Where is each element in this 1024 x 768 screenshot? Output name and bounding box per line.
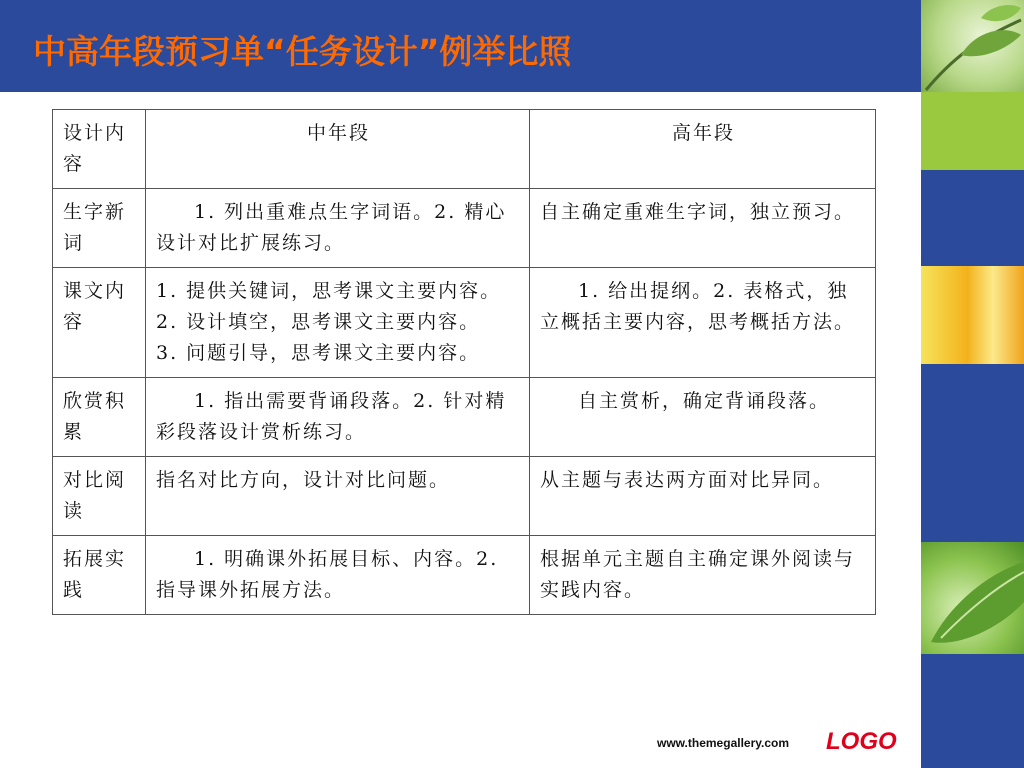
list-item: 3. 问题引导，思考课文主要内容。	[156, 342, 481, 364]
table-row	[53, 536, 876, 615]
table-row	[53, 457, 876, 536]
middle-cell: 1. 明确课外拓展目标、内容。2. 指导课外拓展方法。	[146, 536, 530, 615]
header-cell: 中年段	[146, 110, 530, 189]
row-label: 拓展实践	[53, 536, 146, 615]
header-cell: 设计内容	[53, 110, 146, 189]
table-row	[53, 189, 876, 268]
blue-block-3	[921, 654, 1024, 768]
header-cell: 高年段	[530, 110, 876, 189]
blue-block	[921, 170, 1024, 266]
leaf-icon	[921, 0, 1024, 92]
slide-title: 中高年段预习单“任务设计”例举比照	[33, 32, 572, 71]
middle-cell: 1. 列出重难点生字词语。2. 精心设计对比扩展练习。	[146, 189, 530, 268]
table-row	[53, 268, 876, 378]
upper-cell: 根据单元主题自主确定课外阅读与实践内容。	[530, 536, 876, 615]
upper-cell: 自主赏析，确定背诵段落。	[530, 378, 876, 457]
row-label: 对比阅读	[53, 457, 146, 536]
blue-block-2	[921, 364, 1024, 542]
middle-cell: 指名对比方向，设计对比问题。	[146, 457, 530, 536]
upper-cell: 自主确定重难生字词，独立预习。	[530, 189, 876, 268]
leaf-photo-top	[921, 0, 1024, 92]
leaf-icon-2	[921, 542, 1024, 654]
green-block	[921, 92, 1024, 170]
row-label: 生字新词	[53, 189, 146, 268]
middle-cell: 1. 指出需要背诵段落。2. 针对精彩段落设计赏析练习。	[146, 378, 530, 457]
list-item: 2. 设计填空，思考课文主要内容。	[156, 311, 481, 333]
list-item: 1. 提供关键词，思考课文主要内容。	[156, 280, 502, 302]
upper-cell: 1. 给出提纲。2. 表格式，独立概括主要内容，思考概括方法。	[530, 268, 876, 378]
title-bar	[0, 0, 921, 92]
website-link[interactable]: www.themegallery.com	[657, 736, 790, 750]
middle-cell	[146, 268, 530, 378]
row-label: 欣赏积累	[53, 378, 146, 457]
leaf-photo-bottom	[921, 542, 1024, 654]
logo: LOGO	[826, 728, 897, 755]
table-row	[53, 378, 876, 457]
row-label: 课文内容	[53, 268, 146, 378]
upper-cell: 从主题与表达两方面对比异同。	[530, 457, 876, 536]
comparison-table	[52, 109, 876, 615]
table-header-row	[53, 110, 876, 189]
orange-photo	[921, 266, 1024, 364]
